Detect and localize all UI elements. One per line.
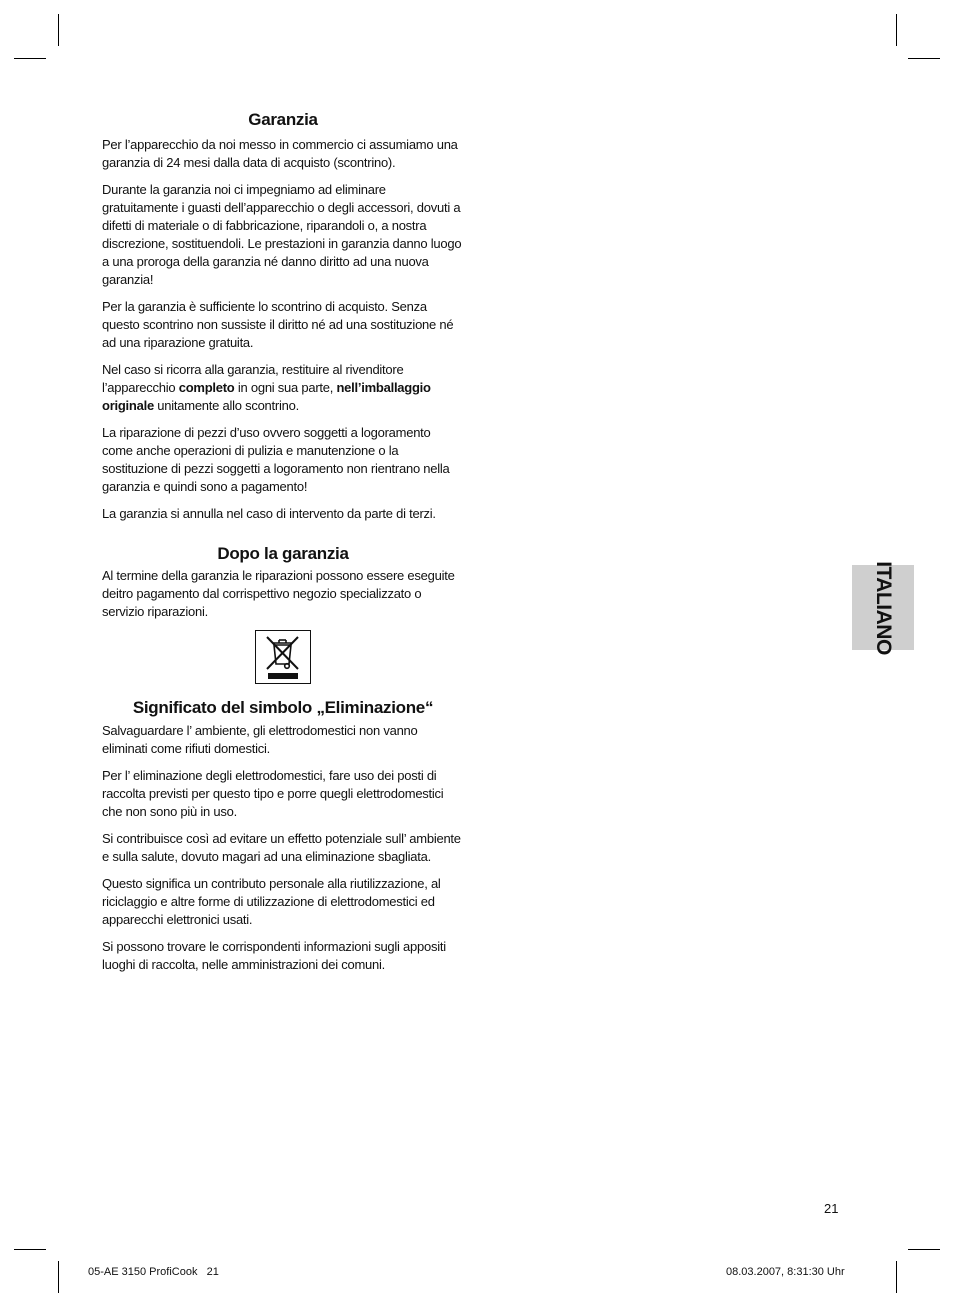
dopo-paragraph-1: Al termine della garanzia le riparazioni possono essere eseguite deitro pagamento dal corrispettivo negozio specializzato o servizio riparazioni. bbox=[102, 568, 455, 619]
section-garanzia bbox=[102, 108, 464, 523]
crop-mark bbox=[14, 1249, 46, 1250]
crossed-out-wheelie-bin-icon bbox=[255, 630, 311, 684]
garanzia-paragraph-3: Per la garanzia è sufficiente lo scontrino di acquisto. Senza questo scontrino non sussiste il diritto né ad una sostituzione né ad una riparazione gratuita. bbox=[102, 299, 454, 350]
garanzia-p4-text-e: unitamente allo scontrino. bbox=[153, 398, 299, 413]
crop-mark bbox=[896, 14, 897, 46]
wheelie-bin-svg bbox=[256, 631, 310, 683]
eliminazione-paragraph-2: Per l’ eliminazione degli elettrodomestici, fare uso dei posti di raccolta previsti per questo tipo e porre quegli elettrodomestici che non sono più in uso. bbox=[102, 768, 444, 819]
footer-left: 05-AE 3150 ProfiCook 21 bbox=[88, 1266, 219, 1278]
eliminazione-paragraph-1: Salvaguardare l’ ambiente, gli elettrodomestici non vanno eliminati come rifiuti domestici. bbox=[102, 723, 418, 756]
crop-mark bbox=[14, 58, 46, 59]
crop-mark bbox=[58, 1261, 59, 1293]
garanzia-paragraph-2: Durante la garanzia noi ci impegniamo ad eliminare gratuitamente i guasti dell’apparecchio o degli accessori, dovuti a difetti di materiale o di fabbricazione, riparandoli o, a nostra discrezione, sostituendoli. Le prestazioni in garanzia danno luogo a una proroga della garanzia né danno diritto ad una nuova garanzia! bbox=[102, 182, 462, 287]
crop-mark bbox=[58, 14, 59, 46]
garanzia-p4-text-a: Nel caso si ricorra alla garanzia, restituire al rivenditore l’apparecchio bbox=[102, 362, 404, 395]
heading-dopo-garanzia: Dopo la garanzia bbox=[217, 544, 349, 563]
garanzia-paragraph-4 bbox=[102, 361, 464, 415]
language-tab-label: ITALIANO bbox=[872, 560, 895, 655]
heading-eliminazione: Significato del simbolo „Eliminazione“ bbox=[132, 698, 434, 717]
garanzia-p4-bold-imballaggio: nell’imballaggio originale bbox=[102, 380, 431, 413]
page-number: 21 bbox=[824, 1201, 839, 1216]
garanzia-p4-text-c: in ogni sua parte, bbox=[234, 380, 337, 395]
garanzia-p4-bold-completo: completo bbox=[178, 380, 235, 395]
garanzia-paragraph-5: La riparazione di pezzi d’uso ovvero soggetti a logoramento come anche operazioni di pulizia e manutenzione o la sostituzione di pezzi soggetti a logoramento non rientrano nella garanzia e quindi sono a pagamento! bbox=[102, 425, 450, 494]
crop-mark bbox=[908, 58, 940, 59]
language-tab bbox=[852, 560, 914, 655]
eliminazione-paragraph-3: Si contribuisce così ad evitare un effetto potenziale sull’ ambiente e sulla salute, dovuto magari ad una eliminazione sbagliata. bbox=[102, 831, 461, 864]
crop-mark bbox=[908, 1249, 940, 1250]
garanzia-paragraph-6: La garanzia si annulla nel caso di intervento da parte di terzi. bbox=[102, 506, 436, 521]
section-dopo-garanzia bbox=[102, 542, 464, 621]
heading-garanzia: Garanzia bbox=[248, 110, 318, 129]
eliminazione-paragraph-5: Si possono trovare le corrispondenti informazioni sugli appositi luoghi di raccolta, nelle amministrazioni dei comuni. bbox=[102, 939, 446, 972]
footer-right: 08.03.2007, 8:31:30 Uhr bbox=[726, 1266, 845, 1278]
garanzia-paragraph-1: Per l’apparecchio da noi messo in commercio ci assumiamo una garanzia di 24 mesi dalla data di acquisto (scontrino). bbox=[102, 137, 458, 170]
eliminazione-paragraph-4: Questo significa un contributo personale alla riutilizzazione, al riciclaggio e altre forme di utilizzazione di elettrodomestici ed apparecchi elettronici usati. bbox=[102, 876, 441, 927]
content-column bbox=[102, 108, 464, 983]
crop-mark bbox=[896, 1261, 897, 1293]
section-eliminazione bbox=[102, 696, 464, 974]
